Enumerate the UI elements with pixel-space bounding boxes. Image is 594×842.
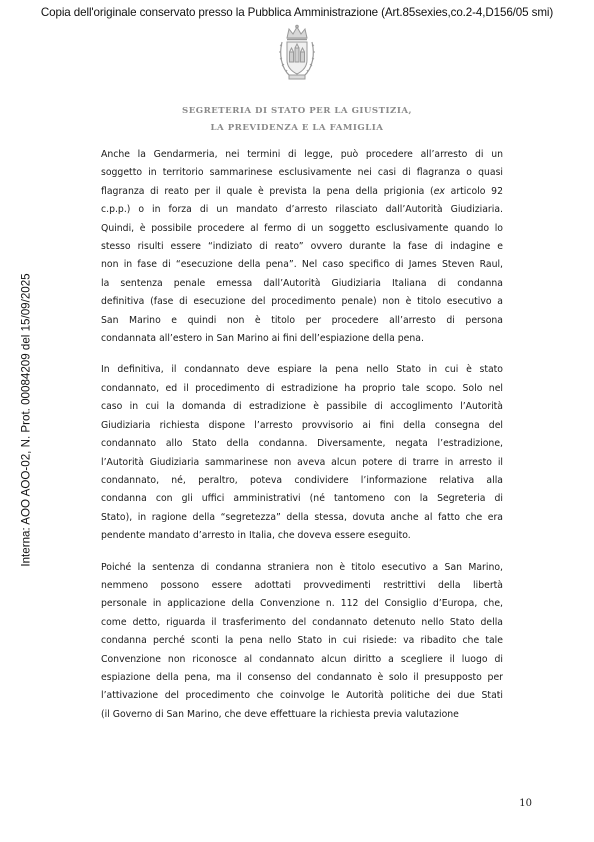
paragraph (101, 146, 503, 348)
text-line: l’attivazione del procedimento che coinvolge le Autorità politiche dei due Stati (101, 690, 503, 702)
text-line: caso in cui la domanda di estradizione è passibile di accoglimento l’Autorità (101, 401, 503, 413)
text-line: San Marino e quindi non è titolo per procedere all’arresto di persona (101, 314, 503, 326)
document-body (101, 146, 503, 737)
text-line: Convenzione non riconosce al condannato alcun diritto a scegliere il luogo di (101, 653, 503, 665)
text-line: pendente mandato d’arresto in Italia, che doveva essere eseguito. (101, 530, 411, 542)
text-line: c.p.p.) o in forza di un mandato d’arresto rilasciato dall’Autorità Giudiziaria. (101, 204, 503, 216)
text-line: stesso risulti essere “indiziato di reato” ovvero durante la fase di indagine e (101, 241, 503, 253)
paragraph (101, 559, 503, 725)
text-line: condanna con gli uffici amministrativi (né tantomeno con la Segreteria di (101, 493, 503, 505)
text-line: definitiva (fase di esecuzione del procedimento penale) non è titolo esecutivo a (101, 296, 503, 308)
text-line: Stato), in ragione della “segretezza” della stessa, dovuta anche al fatto che era (101, 511, 503, 523)
text-line: non in fase di “esecuzione della pena”. Nel caso specifico di James Steven Raul, (101, 259, 503, 271)
italic-term: ex (433, 185, 445, 197)
text-line: condannato allo Stato della condanna. Diversamente, negata l’estradizione, (101, 438, 503, 450)
text-line: condannato, ed il procedimento di estradizione ha proprio tale scopo. Solo nel (101, 382, 503, 394)
text-line: In definitiva, il condannato deve espiare la pena nello Stato in cui è stato (101, 364, 503, 376)
office-title-line-2: LA PREVIDENZA E LA FAMIGLIA (210, 123, 384, 133)
copy-notice: Copia dell'originale conservato presso la Pubblica Amministrazione (Art.85sexies,co.2-4,D156/05 smi) (40, 6, 554, 19)
text-line: la sentenza penale emessa dall’Autorità Giudiziaria Italiana di condanna (101, 277, 503, 289)
text-line: flagranza di reato per il quale è prevista la pena della prigionia (ex articolo 92 (101, 185, 503, 197)
text-line: condannata all’estero in San Marino ai fini dell’espiazione della pena. (101, 333, 424, 345)
text-line: soggetto in territorio sammarinese esclusivamente nei casi di flagranza o quasi (101, 167, 503, 179)
text-line: l’Autorità Giudiziaria sammarinese non aveva alcun potere di trarre in arresto il (101, 456, 503, 468)
text-line: Quindi, è possibile procedere al fermo di un soggetto esclusivamente quando lo (101, 222, 503, 234)
text-line: condanna perché sconti la pena nello Stato in cui risiede: va ribadito che tale (101, 635, 503, 647)
text-line: (il Governo di San Marino, che deve effettuare la richiesta previa valutazione (101, 708, 459, 720)
office-title-line-1: SEGRETERIA DI STATO PER LA GIUSTIZIA, (182, 106, 412, 116)
text-line: Giudiziaria richiesta dispone l’arresto provvisorio ai fini della consegna del (101, 419, 503, 431)
text-line: come detto, riguarda il trasferimento del condannato detenuto nello Stato della (101, 616, 503, 628)
page-number: 10 (519, 798, 532, 809)
text-line: Anche la Gendarmeria, nei termini di legge, può procedere all’arresto di un (101, 149, 503, 160)
protocol-stamp: Interna: AOO AOO-02, N. Prot. 00084209 del 15/09/2025 (19, 273, 33, 567)
text-line: nemmeno possono essere adottati provvedimenti restrittivi della libertà (101, 579, 503, 591)
text-line: condannato, né, peraltro, poteva condividere l’informazione relativa alla (101, 474, 503, 486)
text-line: Poiché la sentenza di condanna straniera non è titolo esecutivo a San Marino, (101, 561, 503, 573)
san-marino-coat-of-arms-icon (278, 24, 316, 82)
paragraph (101, 361, 503, 545)
text-line: espiazione della pena, ma il consenso del condannato è solo il presupposto per (101, 671, 503, 683)
text-line: personale in applicazione della Convenzione n. 112 del Consiglio d’Europa, che, (101, 598, 503, 610)
